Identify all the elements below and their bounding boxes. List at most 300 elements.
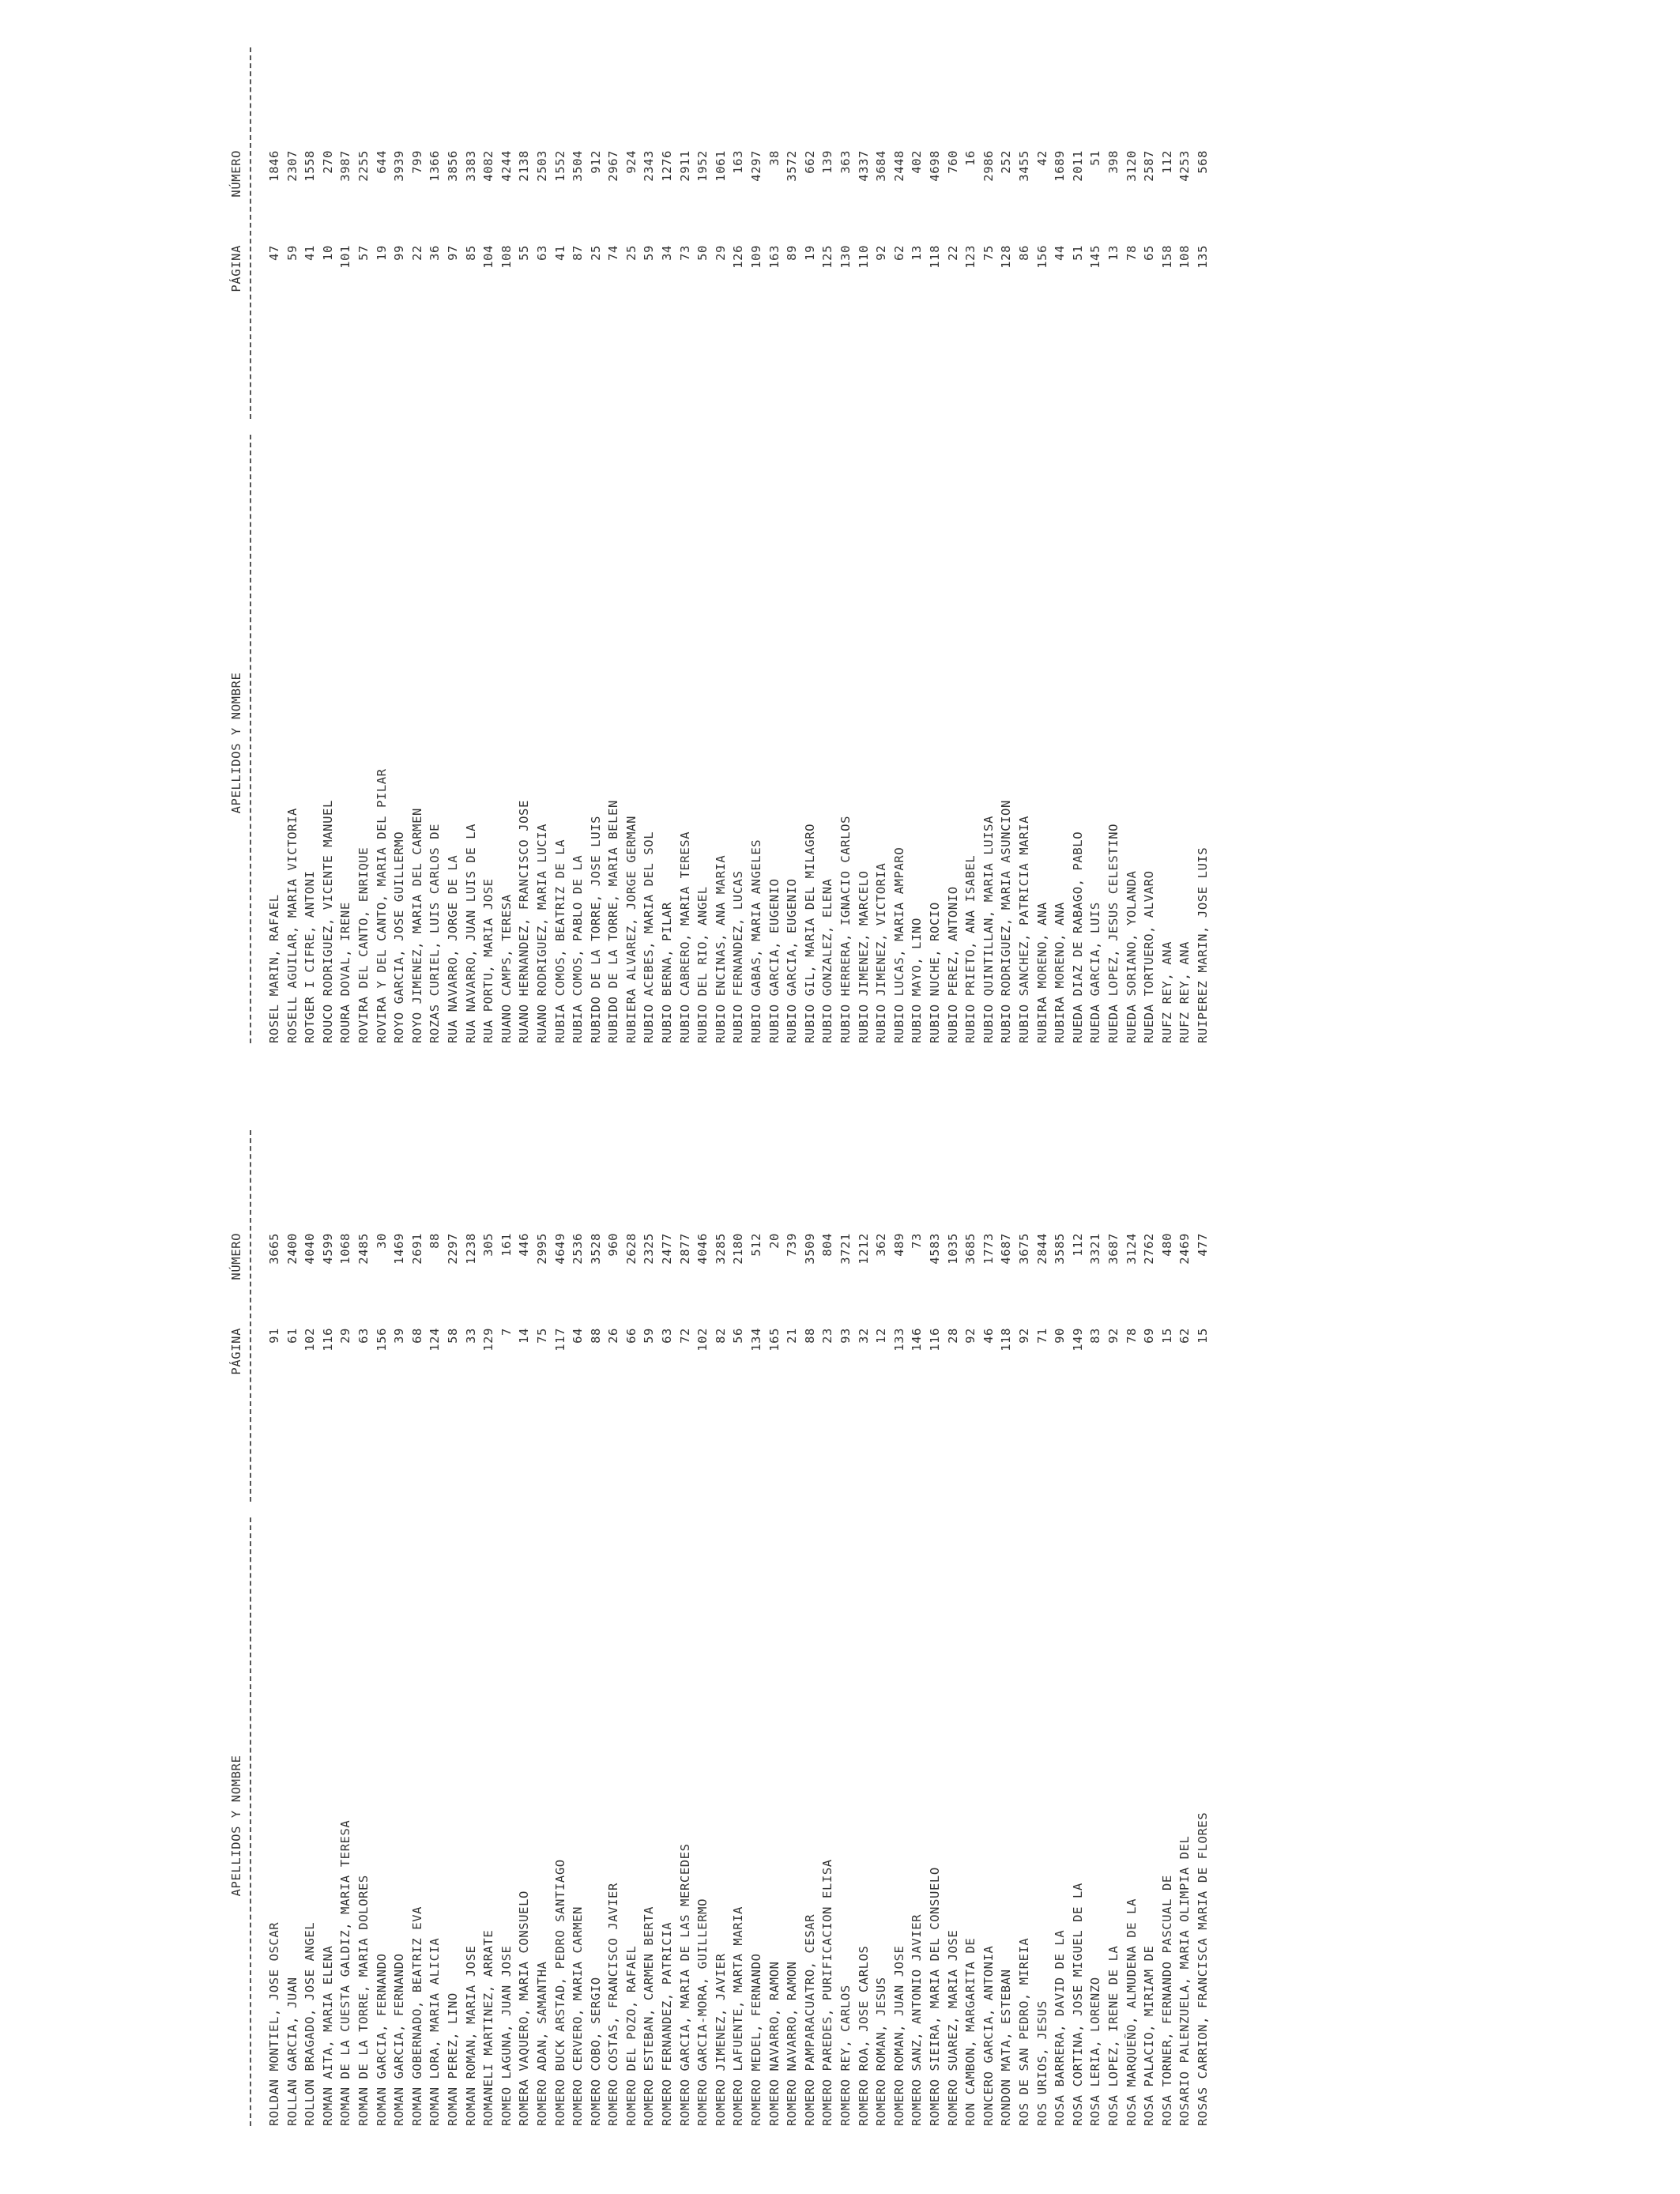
row-name: RUBIO LUCAS, MARIA AMPARO — [891, 846, 906, 1043]
row-number: 1469 — [392, 1233, 407, 1265]
row-page: 117 — [552, 1328, 567, 1351]
row-number: 2448 — [891, 150, 906, 182]
row-name: RUBIO PEREZ, ANTONIO — [945, 886, 960, 1043]
row-number: 2485 — [356, 1233, 371, 1265]
row-page: 19 — [802, 245, 817, 261]
row-number: 2180 — [731, 1233, 746, 1265]
row-number: 512 — [749, 1233, 764, 1257]
row-name: ROMERO REY, CARLOS — [838, 1985, 853, 2126]
row-name: ROMAN GARCIA, FERNANDO — [374, 1953, 389, 2126]
table-row — [356, 47, 375, 1043]
table-row — [999, 1130, 1017, 2126]
row-name: RONDON MATA, ESTEBAN — [999, 1969, 1014, 2126]
row-name: RUA NAVARRO, JUAN LUIS DE LA — [463, 823, 478, 1043]
row-page: 92 — [1016, 1328, 1031, 1344]
row-name: RON CAMBON, MARGARITA DE — [963, 1937, 978, 2126]
row-number: 3572 — [785, 150, 800, 182]
row-page: 129 — [481, 1328, 496, 1351]
row-page: 97 — [445, 245, 460, 261]
row-page: 83 — [1088, 1328, 1103, 1344]
row-page: 63 — [534, 245, 549, 261]
row-number: 1068 — [338, 1233, 353, 1265]
table-row — [481, 47, 499, 1043]
row-number: 2325 — [642, 1233, 657, 1265]
row-name: ROMERO MEDEL, FERNANDO — [749, 1953, 764, 2126]
row-name: RUBIO CABRERO, MARIA TERESA — [677, 831, 692, 1043]
row-name: ROYO GARCIA, JOSE GUILLERMO — [392, 831, 407, 1043]
row-number: 446 — [517, 1233, 532, 1257]
row-name: RUBIO JIMENEZ, MARCELO — [856, 870, 871, 1043]
row-page: 7 — [499, 1328, 514, 1336]
row-number: 3939 — [392, 150, 407, 182]
row-name: ROMERO GARCIA-MORA, GUILLERMO — [695, 1898, 710, 2126]
row-page: 25 — [588, 245, 603, 261]
table-row — [571, 1130, 589, 2126]
header-number: NÚMERO — [229, 1233, 243, 1280]
row-name: ROURA DOVAL, IRENE — [338, 902, 353, 1043]
table-row — [303, 47, 321, 1043]
row-name: ROSELL AGUILAR, MARIA VICTORIA — [284, 808, 299, 1043]
table-row — [963, 1130, 981, 2126]
row-number: 799 — [409, 150, 424, 174]
table-row — [999, 47, 1017, 1043]
table-row — [803, 47, 821, 1043]
row-page: 133 — [891, 1328, 906, 1351]
row-number: 4337 — [856, 150, 871, 182]
row-number: 51 — [1088, 150, 1103, 166]
row-name: ROYO JIMENEZ, MARIA DEL CARMEN — [409, 808, 424, 1043]
row-number: 804 — [820, 1233, 835, 1257]
row-name: ROMERO CERVERO, MARIA CARMEN — [571, 1906, 586, 2126]
row-number: 2877 — [677, 1233, 692, 1265]
row-number: 305 — [481, 1233, 496, 1257]
header-page: PÁGINA — [229, 245, 243, 292]
row-number: 16 — [963, 150, 978, 166]
row-page: 59 — [642, 1328, 657, 1344]
row-name: ROSA PALACIO, MIRIAM DE — [1142, 1945, 1157, 2126]
table-row — [714, 1130, 732, 2126]
row-name: RUBIO ACEBES, MARIA DEL SOL — [642, 831, 657, 1043]
row-name: RUEDA LOPEZ, JESUS CELESTINO — [1106, 823, 1121, 1043]
table-row — [1160, 1130, 1178, 2126]
row-number: 1773 — [981, 1233, 996, 1265]
row-number: 3120 — [1124, 150, 1139, 182]
row-number: 2138 — [517, 150, 532, 182]
table-row — [1053, 1130, 1071, 2126]
row-page: 102 — [695, 1328, 710, 1351]
row-number: 760 — [945, 150, 960, 174]
row-page: 88 — [588, 1328, 603, 1344]
table-row — [785, 47, 803, 1043]
row-page: 69 — [1142, 1328, 1157, 1344]
row-number: 739 — [785, 1233, 800, 1257]
row-name: ROSARIO PALENZUELA, MARIA OLIMPIA DEL — [1177, 1835, 1192, 2126]
row-number: 3856 — [445, 150, 460, 182]
row-number: 662 — [802, 150, 817, 174]
row-name: ROUCO RODRIGUEZ, VICENTE MANUEL — [320, 800, 335, 1043]
row-page: 15 — [1159, 1328, 1174, 1344]
table-row — [1142, 1130, 1160, 2126]
row-number: 3665 — [267, 1233, 281, 1265]
row-name: ROLLON BRAGADO, JOSE ANGEL — [303, 1921, 318, 2126]
table-row — [338, 1130, 356, 2126]
row-page: 15 — [1195, 1328, 1210, 1344]
table-row — [1088, 1130, 1106, 2126]
table-row — [820, 47, 838, 1043]
row-name: RUFZ REY, ANA — [1177, 941, 1192, 1043]
table-row — [410, 1130, 428, 2126]
table-row — [1177, 1130, 1196, 2126]
row-name: RUANO CAMPS, TERESA — [499, 894, 514, 1043]
row-number: 4649 — [552, 1233, 567, 1265]
row-page: 33 — [463, 1328, 478, 1344]
row-page: 57 — [356, 245, 371, 261]
row-number: 2995 — [534, 1233, 549, 1265]
table-row — [1196, 47, 1214, 1043]
table-row — [946, 47, 964, 1043]
row-name: ROS DE SAN PEDRO, MIREIA — [1016, 1937, 1031, 2126]
row-number: 480 — [1159, 1233, 1174, 1257]
row-number: 2911 — [677, 150, 692, 182]
row-page: 109 — [749, 245, 764, 269]
row-name: ROSAS CARRION, FRANCISCA MARIA DE FLORES — [1195, 1811, 1210, 2126]
row-page: 75 — [534, 1328, 549, 1344]
row-page: 158 — [1159, 245, 1174, 269]
row-name: RUBIO RODRIGUEZ, MARIA ASUNCION — [999, 800, 1014, 1043]
table-row — [356, 1130, 375, 2126]
row-page: 116 — [320, 1328, 335, 1351]
row-name: RUANO RODRIGUEZ, MARIA LUCIA — [534, 823, 549, 1043]
row-number: 42 — [1034, 150, 1049, 166]
table-row — [1106, 47, 1124, 1043]
table-row — [446, 1130, 464, 2126]
row-page: 66 — [623, 1328, 638, 1344]
row-number: 4244 — [499, 150, 514, 182]
table-row — [731, 47, 749, 1043]
row-page: 165 — [767, 1328, 782, 1351]
table-row — [660, 47, 678, 1043]
row-number: 4599 — [320, 1233, 335, 1265]
row-number: 1366 — [428, 150, 443, 182]
row-page: 156 — [374, 1328, 389, 1351]
row-number: 2628 — [623, 1233, 638, 1265]
row-page: 90 — [1053, 1328, 1068, 1344]
row-number: 1238 — [463, 1233, 478, 1265]
row-name: RUBIO NUCHE, ROCIO — [927, 902, 942, 1043]
row-name: ROMERO SANZ, ANTONIO JAVIER — [910, 1913, 925, 2126]
row-name: ROTGER I CIFRE, ANTONI — [303, 870, 318, 1043]
row-name: RUBIO GABAS, MARIA ANGELES — [749, 839, 764, 1043]
row-page: 145 — [1088, 245, 1103, 269]
row-number: 3687 — [1106, 1233, 1121, 1265]
row-name: ROMERO LAFUENTE, MARTA MARIA — [731, 1906, 746, 2126]
table-row — [1177, 47, 1196, 1043]
row-page: 78 — [1124, 1328, 1139, 1344]
row-name: RUEDA TORTUERO, ALVARO — [1142, 870, 1157, 1043]
row-page: 39 — [392, 1328, 407, 1344]
header-number: NÚMERO — [229, 150, 243, 198]
row-page: 25 — [623, 245, 638, 261]
row-number: 2011 — [1070, 150, 1085, 182]
table-row — [981, 47, 1000, 1043]
row-name: ROLDAN MONTIEL, JOSE OSCAR — [267, 1921, 281, 2126]
header-divider — [250, 1517, 251, 2126]
row-page: 32 — [856, 1328, 871, 1344]
table-row — [963, 47, 981, 1043]
row-page: 118 — [927, 245, 942, 269]
table-row — [749, 47, 767, 1043]
row-name: ROSA MARQUEÑO, ALMUDENA DE LA — [1124, 1898, 1139, 2126]
table-row — [1017, 1130, 1035, 2126]
row-name: RUBIO JIMENEZ, VICTORIA — [874, 862, 889, 1043]
table-row — [428, 1130, 446, 2126]
row-page: 26 — [606, 1328, 621, 1344]
row-name: RUEDA SORIANO, YOLANDA — [1124, 870, 1139, 1043]
row-page: 34 — [660, 245, 675, 261]
table-row — [1160, 47, 1178, 1043]
row-page: 73 — [677, 245, 692, 261]
row-number: 1061 — [713, 150, 728, 182]
row-page: 82 — [713, 1328, 728, 1344]
table-row — [410, 47, 428, 1043]
table-row — [767, 47, 785, 1043]
table-row — [267, 1130, 285, 2126]
table-row — [857, 47, 875, 1043]
row-number: 3383 — [463, 150, 478, 182]
row-number: 4687 — [999, 1233, 1014, 1265]
table-row — [589, 47, 607, 1043]
table-row — [642, 47, 660, 1043]
row-number: 2343 — [642, 150, 657, 182]
table-row — [695, 47, 714, 1043]
table-row — [1035, 1130, 1053, 2126]
row-number: 4297 — [749, 150, 764, 182]
table-row — [1124, 1130, 1143, 2126]
row-number: 644 — [374, 150, 389, 174]
header-name: APELLIDOS Y NOMBRE — [229, 672, 243, 814]
row-number: 3585 — [1053, 1233, 1068, 1265]
header-page: PÁGINA — [229, 1328, 243, 1375]
row-number: 73 — [910, 1233, 925, 1249]
row-name: RUBIO FERNANDEZ, LUCAS — [731, 870, 746, 1043]
table-row — [375, 1130, 393, 2126]
table-row — [946, 1130, 964, 2126]
table-row — [285, 1130, 303, 2126]
row-page: 41 — [552, 245, 567, 261]
rows-left — [267, 1130, 1213, 2126]
row-number: 924 — [623, 150, 638, 174]
row-number: 912 — [588, 150, 603, 174]
row-number: 489 — [891, 1233, 906, 1257]
row-page: 47 — [267, 245, 281, 261]
row-number: 1212 — [856, 1233, 871, 1265]
row-number: 4040 — [303, 1233, 318, 1265]
row-page: 63 — [356, 1328, 371, 1344]
table-row — [874, 1130, 892, 2126]
row-number: 2477 — [660, 1233, 675, 1265]
table-row — [749, 1130, 767, 2126]
row-name: RUEDA DIAZ DE RABAGO, PABLO — [1070, 831, 1085, 1043]
row-page: 104 — [481, 245, 496, 269]
row-name: RUA NAVARRO, JORGE DE LA — [445, 854, 460, 1043]
table-row — [535, 47, 553, 1043]
row-name: RUBIA COMOS, PABLO DE LA — [571, 854, 586, 1043]
row-number: 398 — [1106, 150, 1121, 174]
row-name: ROMAN GOBERNADO, BEATRIZ EVA — [409, 1906, 424, 2126]
row-name: ROMERO ROMAN, JUAN JOSE — [891, 1945, 906, 2126]
table-row — [1017, 47, 1035, 1043]
header-divider — [250, 1130, 251, 1502]
row-number: 2844 — [1034, 1233, 1049, 1265]
table-row — [910, 47, 928, 1043]
row-page: 59 — [642, 245, 657, 261]
row-page: 10 — [320, 245, 335, 261]
row-name: ROVIRA Y DEL CANTO, MARIA DEL PILAR — [374, 768, 389, 1043]
row-number: 2691 — [409, 1233, 424, 1265]
table-row — [1088, 47, 1106, 1043]
row-number: 112 — [1070, 1233, 1085, 1257]
row-number: 2587 — [1142, 150, 1157, 182]
table-row — [481, 1130, 499, 2126]
header-divider — [250, 47, 251, 419]
row-number: 139 — [820, 150, 835, 174]
row-name: ROVIRA DEL CANTO, ENRIQUE — [356, 846, 371, 1043]
row-name: ROSA TORNER, FERNANDO PASCUAL DE — [1159, 1875, 1174, 2126]
table-row — [838, 1130, 857, 2126]
table-row — [1142, 47, 1160, 1043]
row-name: RUBIO GARCIA, EUGENIO — [767, 878, 782, 1043]
row-page: 36 — [428, 245, 443, 261]
table-row — [464, 1130, 482, 2126]
row-number: 1035 — [945, 1233, 960, 1265]
row-page: 59 — [284, 245, 299, 261]
table-row — [660, 1130, 678, 2126]
row-name: RUBIO BERNA, PILAR — [660, 902, 675, 1043]
row-name: ROMERO SIEIRA, MARIA DEL CONSUELO — [927, 1867, 942, 2126]
row-number: 1276 — [660, 150, 675, 182]
row-name: ROLLAN GARCIA, JUAN — [284, 1977, 299, 2126]
table-row — [392, 47, 410, 1043]
row-page: 56 — [731, 1328, 746, 1344]
table-row — [1196, 1130, 1214, 2126]
row-page: 149 — [1070, 1328, 1085, 1351]
row-page: 72 — [677, 1328, 692, 1344]
row-name: RUBIO ENCINAS, ANA MARIA — [713, 854, 728, 1043]
row-number: 3528 — [588, 1233, 603, 1265]
row-name: ROMERO FERNANDEZ, PATRICIA — [660, 1921, 675, 2126]
row-number: 3675 — [1016, 1233, 1031, 1265]
row-name: RUA PORTU, MARIA JOSE — [481, 878, 496, 1043]
row-name: ROMERO ROA, JOSE CARLOS — [856, 1945, 871, 2126]
table-row — [642, 1130, 660, 2126]
rotated-listing — [229, 47, 1414, 2126]
row-name: RUBIO GONZALEZ, ELENA — [820, 878, 835, 1043]
row-page: 91 — [267, 1328, 281, 1344]
row-number: 2986 — [981, 150, 996, 182]
row-name: RUBIDO DE LA TORRE, MARIA BELEN — [606, 800, 621, 1043]
table-row — [928, 1130, 946, 2126]
row-number: 3124 — [1124, 1233, 1139, 1265]
row-page: 65 — [1142, 245, 1157, 261]
row-number: 38 — [767, 150, 782, 166]
row-page: 55 — [517, 245, 532, 261]
rows-right — [267, 47, 1213, 1043]
table-row — [838, 47, 857, 1043]
table-row — [803, 1130, 821, 2126]
table-row — [678, 1130, 696, 2126]
table-row — [857, 1130, 875, 2126]
row-page: 23 — [820, 1328, 835, 1344]
table-row — [1071, 47, 1089, 1043]
row-page: 89 — [785, 245, 800, 261]
row-page: 62 — [891, 245, 906, 261]
row-page: 123 — [963, 245, 978, 269]
row-name: ROSA LERIA, LORENZO — [1088, 1977, 1103, 2126]
row-name: RUEDA GARCIA, LUIS — [1088, 902, 1103, 1043]
table-row — [321, 47, 339, 1043]
table-row — [624, 1130, 642, 2126]
row-page: 51 — [1070, 245, 1085, 261]
row-name: RUFZ REY, ANA — [1159, 941, 1174, 1043]
row-page: 92 — [1106, 1328, 1121, 1344]
row-number: 4253 — [1177, 150, 1192, 182]
row-number: 3321 — [1088, 1233, 1103, 1265]
table-row — [535, 1130, 553, 2126]
row-number: 3684 — [874, 150, 889, 182]
row-number: 3685 — [963, 1233, 978, 1265]
row-name: ROMERO ADAN, SAMANTHA — [534, 1961, 549, 2126]
row-name: ROMANELI MARTINEZ, ARRATE — [481, 1929, 496, 2126]
row-name: ROS URIOS, JESUS — [1034, 2000, 1049, 2126]
row-name: ROMERO JIMENEZ, JAVIER — [713, 1953, 728, 2126]
row-name: ROSEL MARIN, RAFAEL — [267, 894, 281, 1043]
row-name: ROMERO NAVARRO, RAMON — [785, 1961, 800, 2126]
row-name: ROMERO DEL POZO, RAFAEL — [623, 1945, 638, 2126]
row-page: 46 — [981, 1328, 996, 1344]
row-page: 108 — [1177, 245, 1192, 269]
row-page: 101 — [338, 245, 353, 269]
row-number: 88 — [428, 1233, 443, 1249]
row-page: 156 — [1034, 245, 1049, 269]
row-page: 86 — [1016, 245, 1031, 261]
row-number: 163 — [731, 150, 746, 174]
row-name: ROMERO COBO, SERGIO — [588, 1977, 603, 2126]
row-page: 68 — [409, 1328, 424, 1344]
table-row — [428, 47, 446, 1043]
row-number: 3721 — [838, 1233, 853, 1265]
table-row — [1035, 47, 1053, 1043]
row-name: ROSA LOPEZ, IRENE DE LA — [1106, 1945, 1121, 2126]
row-number: 3504 — [571, 150, 586, 182]
table-row — [1053, 47, 1071, 1043]
row-name: RUBIO GIL, MARIA DEL MILAGRO — [802, 823, 817, 1043]
row-number: 112 — [1159, 150, 1174, 174]
row-number: 1689 — [1053, 150, 1068, 182]
row-name: ROMERO COSTAS, FRANCISCO JAVIER — [606, 1883, 621, 2126]
table-row — [338, 47, 356, 1043]
row-name: ROMAN LORA, MARIA ALICIA — [428, 1937, 443, 2126]
row-number: 402 — [910, 150, 925, 174]
row-page: 88 — [802, 1328, 817, 1344]
row-number: 1846 — [267, 150, 281, 182]
row-page: 93 — [838, 1328, 853, 1344]
table-row — [785, 1130, 803, 2126]
row-name: RUBIO PRIETO, ANA ISABEL — [963, 854, 978, 1043]
row-number: 30 — [374, 1233, 389, 1249]
row-page: 13 — [1106, 245, 1121, 261]
row-page: 22 — [945, 245, 960, 261]
row-page: 99 — [392, 245, 407, 261]
